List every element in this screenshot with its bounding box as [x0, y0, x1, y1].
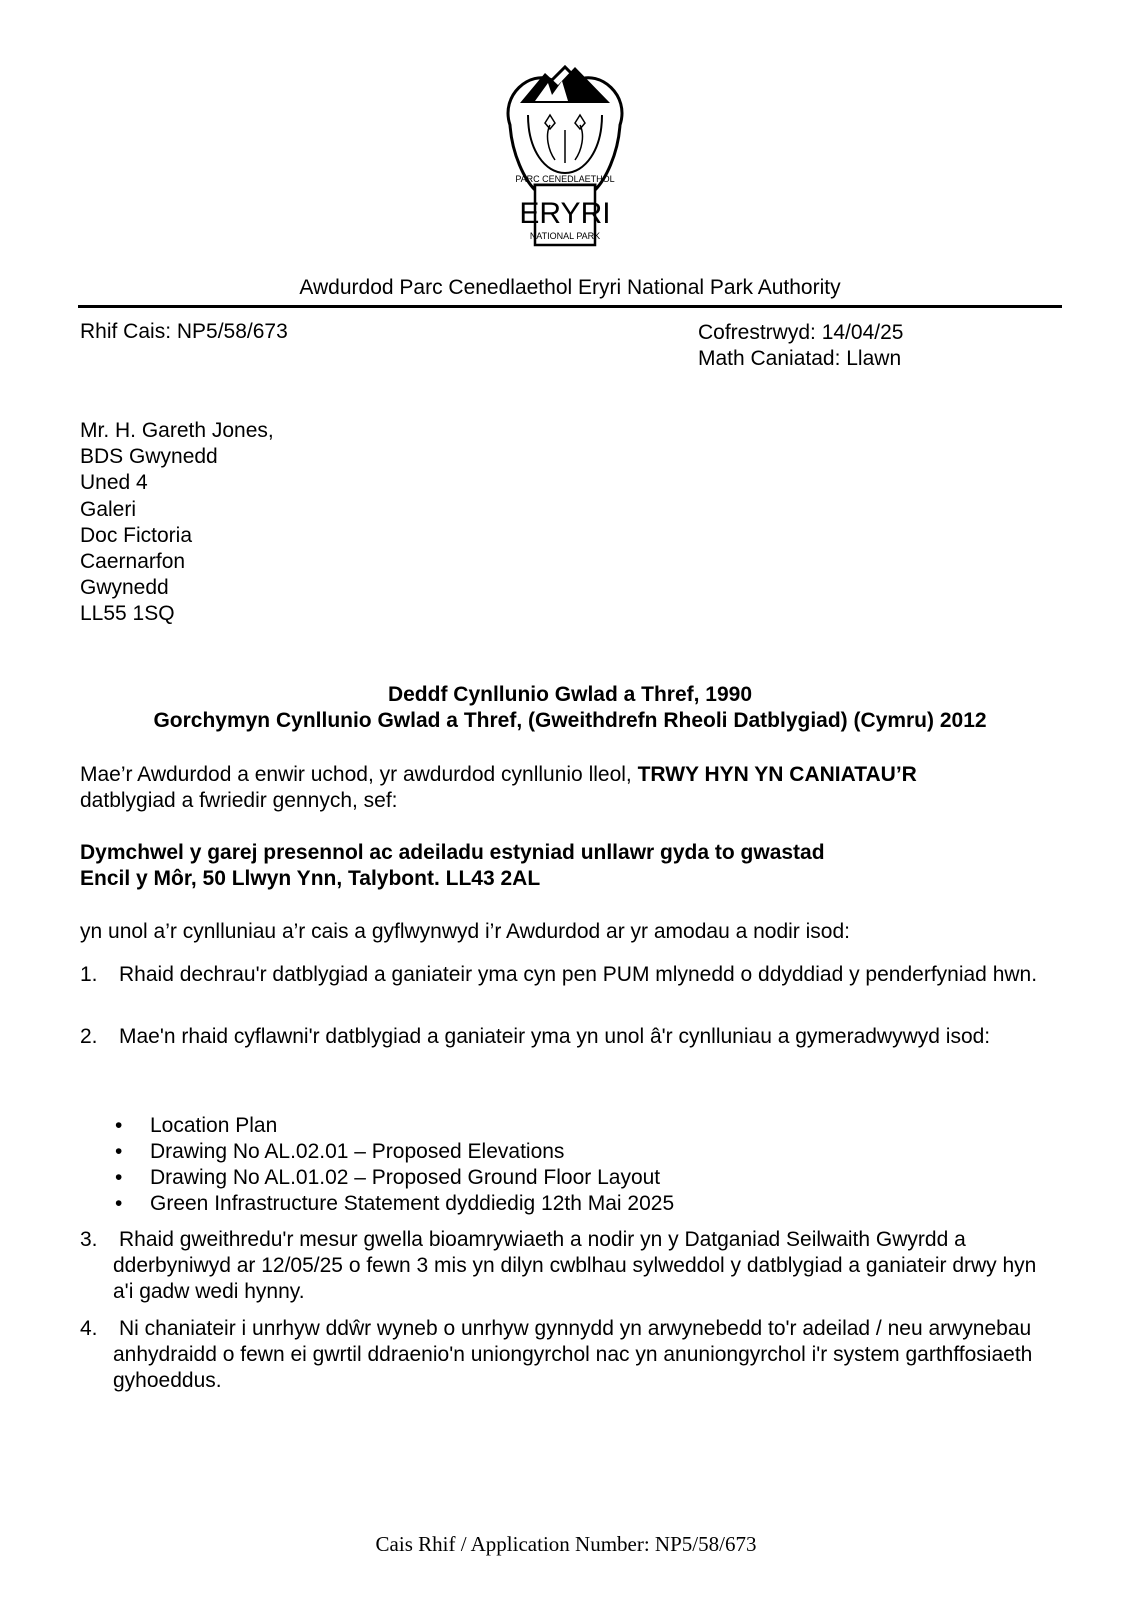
- list-item: • Drawing No AL.01.02 – Proposed Ground Floor Layout: [115, 1165, 674, 1191]
- condition-text: Mae'n rhaid cyflawni'r datblygiad a ganiateir yma yn unol â'r cynlluniau a gymeradwywyd isod:: [119, 1025, 991, 1048]
- address-line: Gwynedd: [80, 576, 169, 600]
- approved-plans-list: [115, 1113, 674, 1217]
- address-line: Mr. H. Gareth Jones,: [80, 419, 274, 442]
- authority-name: Awdurdod Parc Cenedlaethol Eryri National Park Authority: [299, 276, 841, 299]
- condition-item: [80, 1024, 1060, 1050]
- grant-emphasis: TRWY HYN YN CANIATAU’R: [637, 763, 917, 786]
- recipient-address: [80, 418, 274, 628]
- proposal-description: Dymchwel y garej presennol ac adeiladu estyniad unllawr gyda to gwastad: [80, 841, 825, 864]
- act-title: Deddf Cynllunio Gwlad a Thref, 1990: [387, 683, 753, 706]
- logo-subtitle: NATIONAL PARK: [529, 231, 601, 241]
- list-item: • Location Plan: [115, 1113, 674, 1139]
- condition-number: 3.: [80, 1228, 98, 1251]
- address-line: Doc Fictoria: [80, 523, 193, 547]
- condition-number: 1.: [80, 963, 98, 986]
- registered-date: Cofrestrwyd: 14/04/25: [698, 321, 904, 344]
- condition-item: [80, 1227, 1060, 1305]
- permission-type: Math Caniatad: Llawn: [698, 347, 902, 370]
- logo-arc-text: PARC CENEDLAETHOL: [515, 174, 615, 184]
- eryri-national-park-logo: [490, 55, 640, 255]
- condition-text: Ni chaniateir i unrhyw ddŵr wyneb o unrhyw gynnydd yn arwynebedd to'r adeilad / neu arwynebau anhydraidd o fewn ei gwrtil ddraenio'n uniongyrchol nac yn anuniongyrchol i'r system garthffosiaeth gyhoeddus.: [113, 1317, 1033, 1392]
- address-line: LL55 1SQ: [80, 602, 175, 626]
- address-line: Uned 4: [80, 471, 148, 495]
- address-line: BDS Gwynedd: [80, 445, 218, 469]
- grant-text-continued: datblygiad a fwriedir gennych, sef:: [80, 789, 398, 812]
- condition-text: Rhaid dechrau'r datblygiad a ganiateir yma cyn pen PUM mlynedd o ddyddiad y penderfyniad hwn.: [119, 963, 1038, 986]
- grant-statement: [80, 762, 1060, 814]
- address-line: Galeri: [80, 497, 137, 521]
- grant-text: Mae’r Awdurdod a enwir uchod, yr awdurdod cynllunio lleol,: [80, 763, 638, 786]
- condition-number: 4.: [80, 1317, 98, 1340]
- proposal-location: Encil y Môr, 50 Llwyn Ynn, Talybont. LL43 2AL: [80, 867, 541, 890]
- logo-name: ERYRI: [519, 197, 611, 230]
- condition-number: 2.: [80, 1025, 98, 1048]
- condition-item: [80, 1316, 1060, 1394]
- order-title: Gorchymyn Cynllunio Gwlad a Thref, (Gweithdrefn Rheoli Datblygiad) (Cymru) 2012: [153, 709, 987, 732]
- header-divider: [78, 305, 1062, 308]
- act-heading: [80, 682, 1060, 734]
- plans-statement: yn unol a’r cynlluniau a’r cais a gyflwynwyd i’r Awdurdod ar yr amodau a nodir isod:: [80, 920, 850, 943]
- address-line: Caernarfon: [80, 550, 186, 574]
- registration-block: [698, 320, 903, 372]
- list-item: • Green Infrastructure Statement dyddiedig 12th Mai 2025: [115, 1191, 674, 1217]
- proposal: [80, 840, 1060, 892]
- application-number: Rhif Cais: NP5/58/673: [80, 320, 288, 343]
- condition-text: Rhaid gweithredu'r mesur gwella bioamrywiaeth a nodir yn y Datganiad Seilwaith Gwyrdd a dderbyniwyd ar 12/05/25 o fewn 3 mis yn dilyn cwblhau sylweddol y datblygiad a ganiateir drwy hyn a'i gadw wedi hynny.: [113, 1228, 1037, 1303]
- list-item: • Drawing No AL.02.01 – Proposed Elevations: [115, 1139, 674, 1165]
- page-footer: Cais Rhif / Application Number: NP5/58/673: [375, 1532, 757, 1556]
- condition-item: [80, 962, 1060, 988]
